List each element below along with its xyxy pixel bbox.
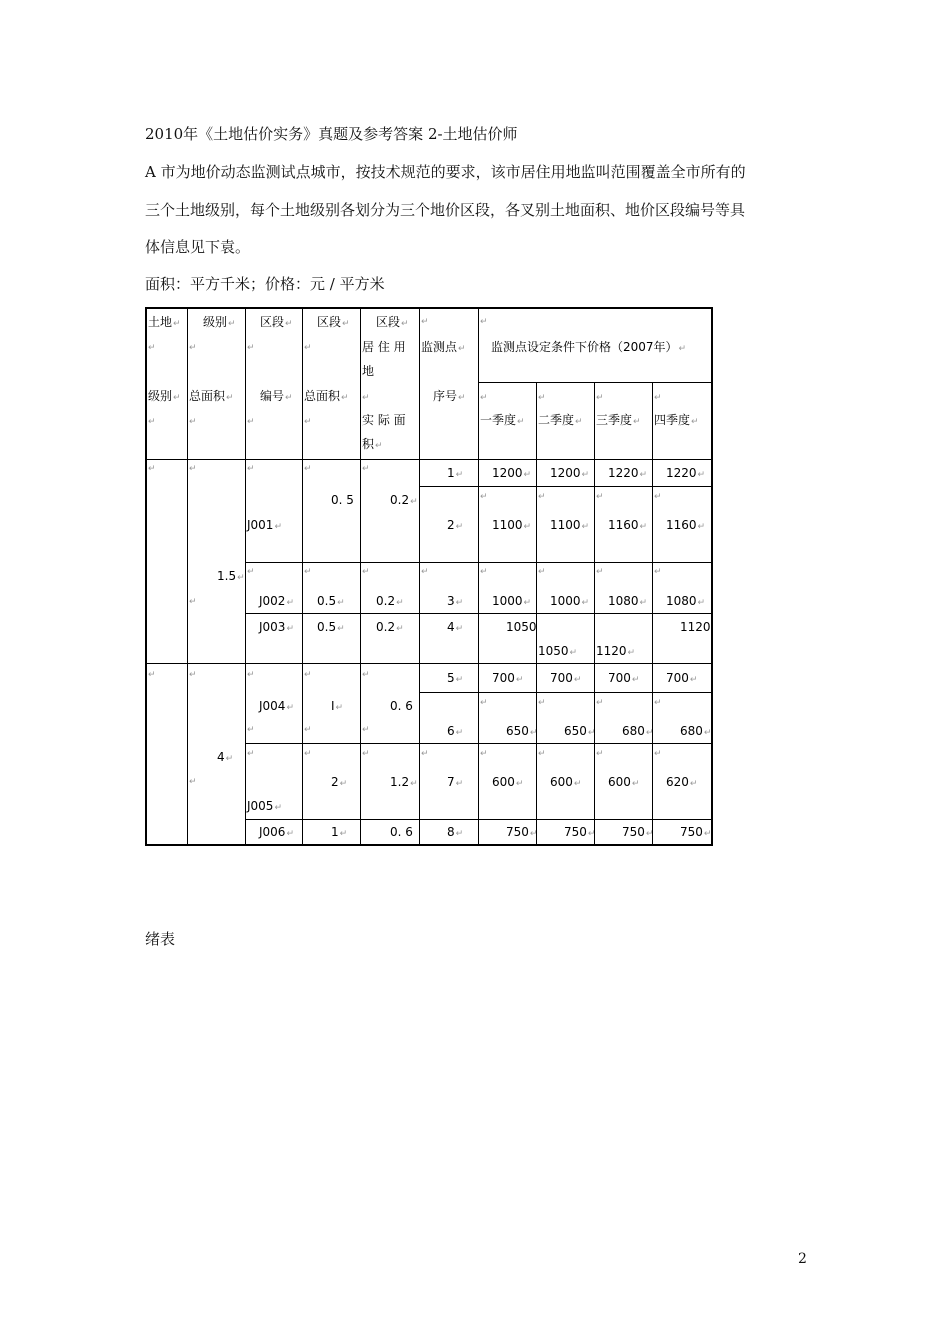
paragraph-mark-icon: ↵: [538, 492, 546, 502]
grid-line: [711, 307, 713, 846]
zone-residential-area: 0.2↵: [376, 620, 404, 634]
price-cell: 750↵: [622, 825, 654, 839]
zone-code: J004↵: [259, 699, 294, 713]
price-cell: 700↵: [608, 671, 640, 685]
paragraph-mark-icon: ↵: [596, 698, 604, 708]
price-cell: 700↵: [492, 671, 524, 685]
paragraph-mark-icon: ↵: [480, 317, 488, 327]
grid-line: [245, 307, 246, 846]
paragraph-mark-icon: ↵: [247, 670, 255, 680]
grid-line: [652, 382, 653, 846]
paragraph-mark-icon: ↵: [304, 343, 312, 353]
price-cell: 1000↵: [550, 594, 590, 608]
level-1-total-area: 1.5↵: [217, 569, 245, 583]
price-cell: 1160↵: [666, 518, 706, 532]
level-2-total-area: 4↵: [217, 750, 234, 764]
price-cell: 620↵: [666, 775, 698, 789]
zone-code: J005↵: [247, 799, 282, 813]
price-cell: 680↵: [622, 724, 654, 738]
paragraph-mark-icon: ↵: [654, 698, 662, 708]
price-cell: 1220↵: [608, 466, 648, 480]
price-cell: 650↵: [564, 724, 596, 738]
header-monitor-point: 监测点↵: [421, 340, 466, 354]
header-monitor-no: 序号↵: [433, 389, 466, 403]
paragraph-mark-icon: ↵: [362, 749, 370, 759]
monitor-no: 3↵: [447, 594, 464, 608]
header-residential-land: 地: [362, 364, 375, 378]
paragraph-mark-icon: ↵: [596, 492, 604, 502]
paragraph-mark-icon: ↵: [480, 492, 488, 502]
paragraph-mark-icon: ↵: [247, 464, 255, 474]
zone-code: J001↵: [247, 518, 282, 532]
grid-line: [145, 307, 713, 309]
zone-code: J003↵: [259, 620, 294, 634]
paragraph-mark-icon: ↵: [480, 749, 488, 759]
price-cell: 700↵: [550, 671, 582, 685]
grid-line: [245, 819, 713, 820]
price-cell: 1120↵: [596, 644, 636, 658]
paragraph-mark-icon: ↵: [148, 464, 156, 474]
price-cell: 1160↵: [608, 518, 648, 532]
paragraph-mark-icon: ↵: [148, 343, 156, 353]
grid-line: [419, 692, 713, 693]
price-cell: 600↵: [492, 775, 524, 789]
zone-residential-area: 0.2↵: [376, 594, 404, 608]
paragraph-mark-icon: ↵: [362, 567, 370, 577]
header-actual-area-end: 积↵: [362, 437, 383, 451]
grid-line: [360, 307, 361, 846]
price-cell: 1120: [680, 620, 711, 634]
paragraph-mark-icon: ↵: [421, 317, 429, 327]
paragraph-mark-icon: ↵: [538, 698, 546, 708]
paragraph-mark-icon: ↵: [304, 749, 312, 759]
grid-line: [245, 743, 713, 744]
header-zone-total-area: 总面积↵: [304, 389, 349, 403]
header-zone-area: 区段↵: [317, 315, 350, 329]
paragraph-mark-icon: ↵: [189, 777, 197, 787]
header-price-title: 监测点设定条件下价格（2007年）↵: [491, 340, 687, 354]
zone-area: 0.5↵: [317, 594, 345, 608]
price-cell: 1220↵: [666, 466, 706, 480]
grid-line: [187, 307, 188, 846]
monitor-no: 2↵: [447, 518, 464, 532]
paragraph-mark-icon: ↵: [148, 670, 156, 680]
price-cell: 680↵: [680, 724, 712, 738]
zone-area: I↵: [331, 699, 344, 713]
price-cell: 1080↵: [666, 594, 706, 608]
grid-line: [594, 382, 595, 846]
monitor-no: 1↵: [447, 466, 464, 480]
grid-line: [245, 562, 713, 563]
grid-line: [419, 307, 420, 846]
header-zone: 区段↵: [260, 315, 293, 329]
paragraph-mark-icon: ↵: [654, 749, 662, 759]
monitor-no: 4↵: [447, 620, 464, 634]
grid-line: [302, 307, 303, 846]
header-total-area: 总面积↵: [189, 389, 234, 403]
paragraph-mark-icon: ↵: [304, 670, 312, 680]
header-q2: 二季度↵: [538, 413, 583, 427]
monitor-no: 5↵: [447, 671, 464, 685]
grid-line: [145, 663, 713, 664]
zone-area: 0.5↵: [317, 620, 345, 634]
grid-line: [145, 459, 713, 460]
paragraph-mark-icon: ↵: [304, 417, 312, 427]
intro-line-1: A 市为地价动态监测试点城市，按技术规范的要求，该市居住用地监叫范围覆盖全市所有的: [145, 163, 746, 181]
units-note: 面积：平方千米；价格：元 / 平方米: [145, 275, 385, 293]
paragraph-mark-icon: ↵: [480, 567, 488, 577]
paragraph-mark-icon: ↵: [304, 464, 312, 474]
header-level: 级别↵: [203, 315, 236, 329]
paragraph-mark-icon: ↵: [596, 749, 604, 759]
header-q3: 三季度↵: [596, 413, 641, 427]
paragraph-mark-icon: ↵: [189, 670, 197, 680]
header-q4: 四季度↵: [654, 413, 699, 427]
paragraph-mark-icon: ↵: [247, 417, 255, 427]
price-cell: 600↵: [550, 775, 582, 789]
header-zone-code: 编号↵: [260, 389, 293, 403]
paragraph-mark-icon: ↵: [247, 343, 255, 353]
price-cell: 750↵: [506, 825, 538, 839]
paragraph-mark-icon: ↵: [304, 567, 312, 577]
price-cell: 750↵: [564, 825, 596, 839]
monitor-no: 7↵: [447, 775, 464, 789]
paragraph-mark-icon: ↵: [362, 670, 370, 680]
paragraph-mark-icon: ↵: [538, 567, 546, 577]
paragraph-mark-icon: ↵: [247, 567, 255, 577]
paragraph-mark-icon: ↵: [304, 725, 312, 735]
grid-line: [245, 613, 713, 614]
paragraph-mark-icon: ↵: [538, 749, 546, 759]
paragraph-mark-icon: ↵: [480, 698, 488, 708]
monitor-no: 8↵: [447, 825, 464, 839]
grid-line: [145, 844, 713, 846]
header-residential-use: 居 住 用: [362, 340, 406, 354]
grid-line: [145, 307, 147, 846]
zone-residential-area: 0. 6: [390, 699, 413, 713]
continued-table-label: 绪表: [145, 930, 176, 948]
paragraph-mark-icon: ↵: [189, 464, 197, 474]
paragraph-mark-icon: ↵: [421, 567, 429, 577]
price-cell: 600↵: [608, 775, 640, 789]
paragraph-mark-icon: ↵: [421, 749, 429, 759]
paragraph-mark-icon: ↵: [148, 417, 156, 427]
zone-area: 2↵: [331, 775, 348, 789]
grid-line: [478, 382, 713, 383]
paragraph-mark-icon: ↵: [362, 464, 370, 474]
paragraph-mark-icon: ↵: [189, 597, 197, 607]
header-q1: 一季度↵: [480, 413, 525, 427]
header-land-level: 级别↵: [148, 389, 181, 403]
intro-line-3: 体信息见下袁。: [145, 238, 251, 256]
paragraph-mark-icon: ↵: [247, 749, 255, 759]
price-cell: 750↵: [680, 825, 712, 839]
price-cell: 700↵: [666, 671, 698, 685]
paragraph-mark-icon: ↵: [596, 393, 604, 403]
header-residential: 区段↵: [376, 315, 409, 329]
zone-area: 0. 5: [331, 493, 354, 507]
price-cell: 1080↵: [608, 594, 648, 608]
paragraph-mark-icon: ↵: [247, 725, 255, 735]
paragraph-mark-icon: ↵: [538, 393, 546, 403]
monitor-no: 6↵: [447, 724, 464, 738]
paragraph-mark-icon: ↵: [362, 725, 370, 735]
price-cell: 1050↵: [538, 644, 578, 658]
price-cell: 1100↵: [492, 518, 532, 532]
zone-code: J006↵: [259, 825, 294, 839]
paragraph-mark-icon: ↵: [654, 567, 662, 577]
paragraph-mark-icon: ↵: [189, 417, 197, 427]
price-cell: 1000↵: [492, 594, 532, 608]
price-cell: 1200↵: [492, 466, 532, 480]
zone-residential-area: 0.2↵: [390, 493, 418, 507]
document-title: 2010年《土地估价实务》真题及参考答案 2-土地估价师: [145, 125, 518, 143]
grid-line: [419, 486, 713, 487]
price-cell: 1100↵: [550, 518, 590, 532]
header-land: 土地↵: [148, 315, 181, 329]
page-number: 2: [798, 1251, 807, 1267]
paragraph-mark-icon: ↵: [362, 393, 370, 403]
zone-code: J002↵: [259, 594, 294, 608]
paragraph-mark-icon: ↵: [596, 567, 604, 577]
paragraph-mark-icon: ↵: [654, 492, 662, 502]
grid-line: [478, 307, 479, 846]
price-cell: 1200↵: [550, 466, 590, 480]
paragraph-mark-icon: ↵: [654, 393, 662, 403]
grid-line: [536, 382, 537, 846]
zone-area: 1↵: [331, 825, 348, 839]
zone-residential-area: 1.2↵: [390, 775, 418, 789]
paragraph-mark-icon: ↵: [480, 393, 488, 403]
zone-residential-area: 0. 6: [390, 825, 413, 839]
price-cell: 650↵: [506, 724, 538, 738]
intro-line-2: 三个土地级别，每个土地级别各划分为三个地价区段，各叉别土地面积、地价区段编号等具: [145, 201, 746, 219]
header-actual-area: 实 际 面: [362, 413, 406, 427]
price-cell: 1050: [506, 620, 537, 634]
land-price-table: [145, 307, 713, 846]
paragraph-mark-icon: ↵: [189, 343, 197, 353]
